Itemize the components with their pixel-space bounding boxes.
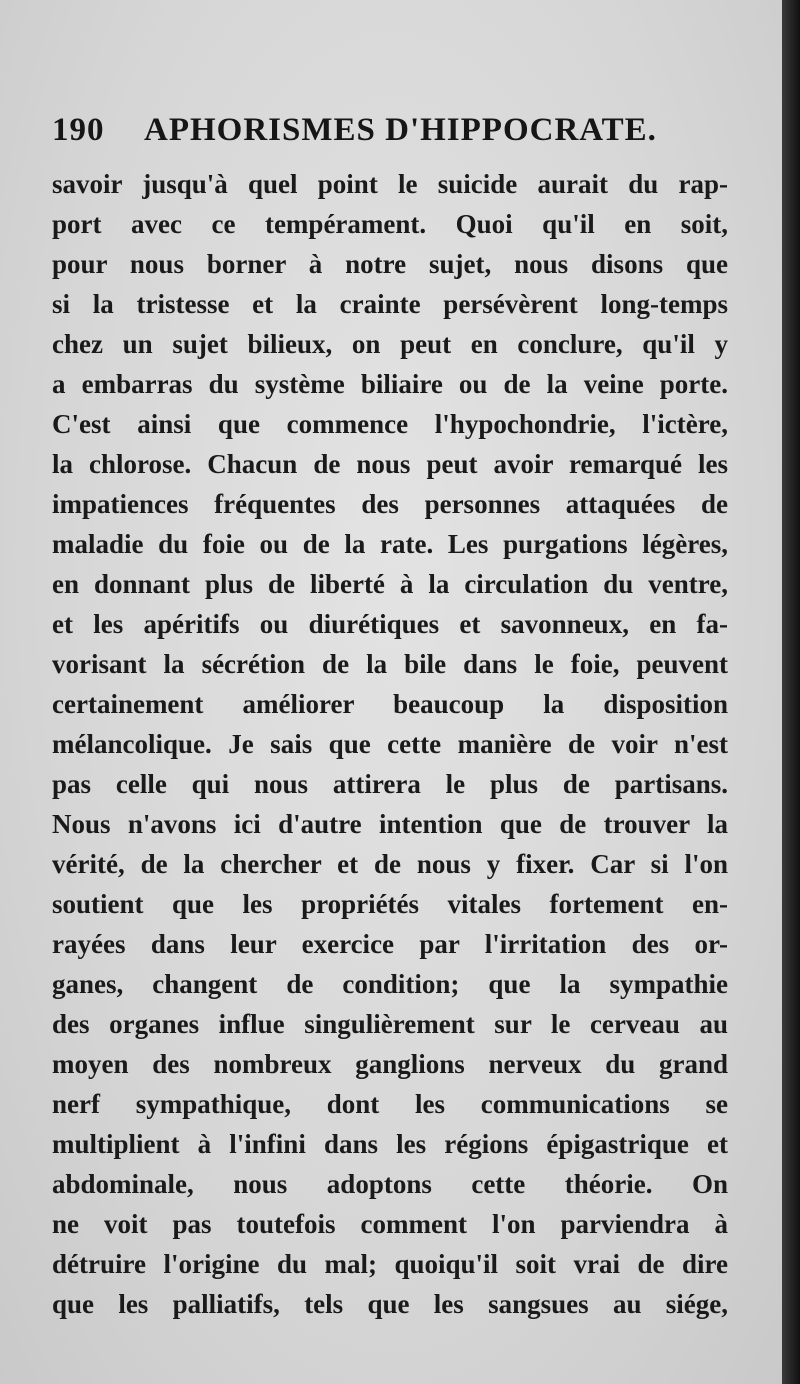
text-line: soutient que les propriétés vitales fortement en- <box>52 889 728 919</box>
text-line: maladie du foie ou de la rate. Les purgations légères, <box>52 529 728 559</box>
text-line: pour nous borner à notre sujet, nous disons que <box>52 249 728 279</box>
text-line: en donnant plus de liberté à la circulation du ventre, <box>52 569 728 599</box>
text-line: port avec ce tempérament. Quoi qu'il en soit, <box>52 209 728 239</box>
page-edge-shadow <box>782 0 800 1384</box>
text-line: moyen des nombreux ganglions nerveux du grand <box>52 1049 728 1079</box>
text-line: et les apéritifs ou diurétiques et savonneux, en fa- <box>52 609 728 639</box>
text-line: nerf sympathique, dont les communications se <box>52 1089 728 1119</box>
text-line: mélancolique. Je sais que cette manière de voir n'est <box>52 729 728 759</box>
body-text <box>52 164 728 1324</box>
text-line: vorisant la sécrétion de la bile dans le foie, peuvent <box>52 649 728 679</box>
text-line: si la tristesse et la crainte persévèrent long-temps <box>52 289 728 319</box>
text-line: Nous n'avons ici d'autre intention que de trouver la <box>52 809 728 839</box>
page-number: 190 <box>52 112 105 148</box>
text-line: ganes, changent de condition; que la sympathie <box>52 969 728 999</box>
text-line: pas celle qui nous attirera le plus de partisans. <box>52 769 728 799</box>
text-line: certainement améliorer beaucoup la disposition <box>52 689 728 719</box>
text-line: savoir jusqu'à quel point le suicide aurait du rap- <box>52 169 728 199</box>
page-header <box>52 112 752 162</box>
text-line: abdominale, nous adoptons cette théorie. On <box>52 1169 728 1199</box>
text-line: la chlorose. Chacun de nous peut avoir remarqué les <box>52 449 728 479</box>
text-line: détruire l'origine du mal; quoiqu'il soit vrai de dire <box>52 1249 728 1279</box>
text-line: impatiences fréquentes des personnes attaquées de <box>52 489 728 519</box>
text-line: vérité, de la chercher et de nous y fixer. Car si l'on <box>52 849 728 879</box>
running-title: APHORISMES D'HIPPOCRATE. <box>144 112 657 148</box>
text-line: multiplient à l'infini dans les régions épigastrique et <box>52 1129 728 1159</box>
text-line: rayées dans leur exercice par l'irritation des or- <box>52 929 728 959</box>
text-line: des organes influe singulièrement sur le cerveau au <box>52 1009 728 1039</box>
text-line: a embarras du système biliaire ou de la veine porte. <box>52 369 728 399</box>
text-line: chez un sujet bilieux, on peut en conclure, qu'il y <box>52 329 728 359</box>
text-line: C'est ainsi que commence l'hypochondrie, l'ictère, <box>52 409 728 439</box>
text-line: que les palliatifs, tels que les sangsues au siége, <box>52 1289 728 1319</box>
text-line: ne voit pas toutefois comment l'on parviendra à <box>52 1209 728 1239</box>
